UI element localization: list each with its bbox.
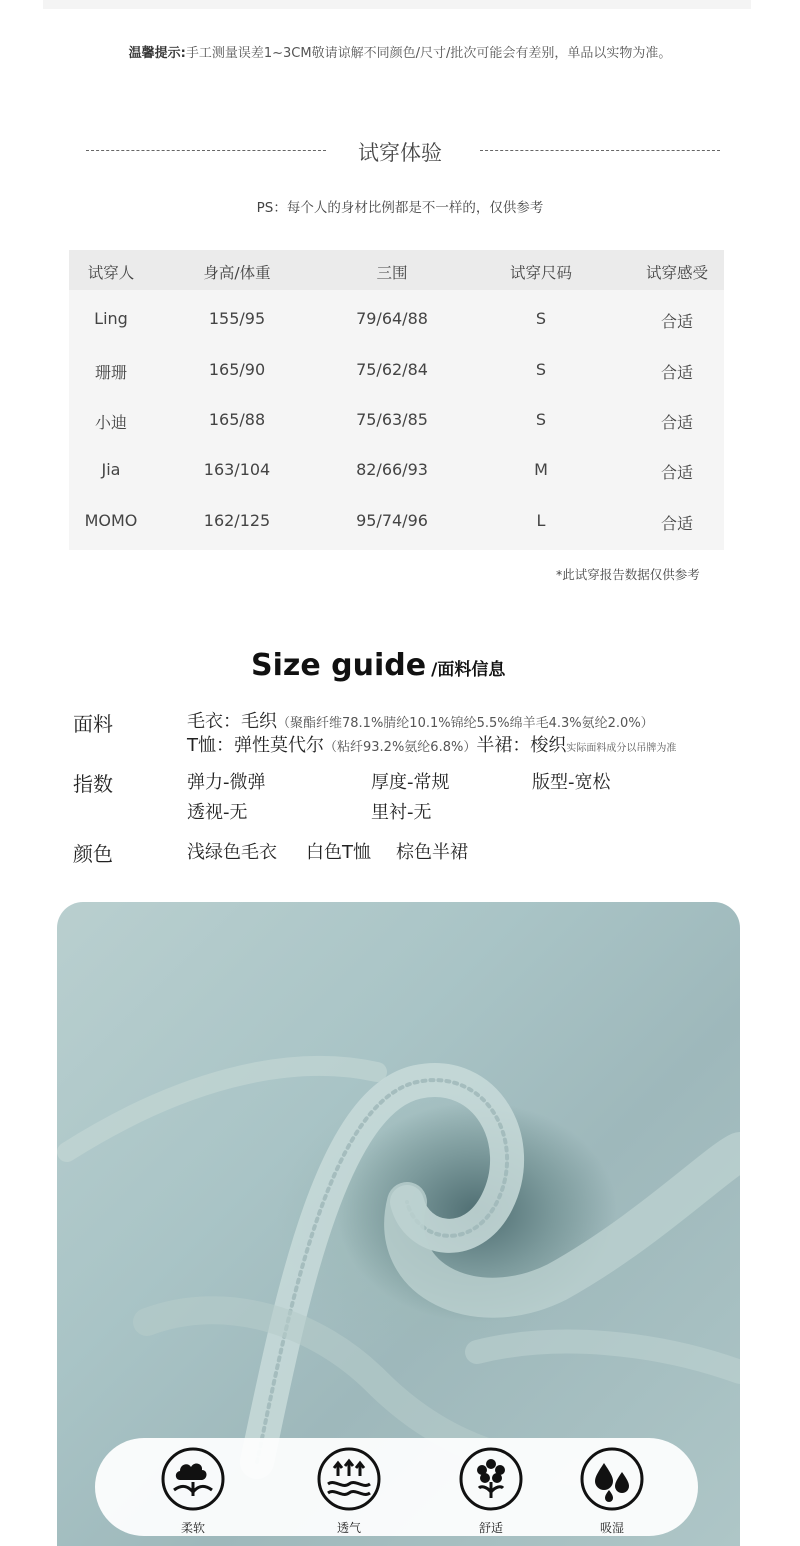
notice-label: 温馨提示: — [128, 46, 186, 61]
header-cell: 试穿尺码 — [509, 264, 573, 282]
fabric-skirt: 半裙：梭织 — [476, 735, 567, 756]
fabric-tshirt-detail: （粘纤93.2%氨纶6.8%） — [324, 740, 477, 755]
top-divider-bar — [43, 0, 751, 9]
breathable-arrows-icon — [316, 1446, 382, 1512]
table-cell: L — [536, 511, 546, 530]
fitting-ps-note: PS：每个人的身材比例都是不一样的，仅供参考 — [256, 200, 544, 216]
fabric-tshirt: T恤：弹性莫代尔 — [187, 735, 324, 756]
table-cell: 82/66/93 — [356, 460, 428, 479]
table-cell: 165/88 — [208, 410, 266, 429]
header-cell: 试穿人 — [87, 264, 135, 282]
table-cell: Ling — [94, 309, 128, 328]
table-cell: 163/104 — [203, 460, 271, 479]
table-cell: 小迪 — [94, 413, 128, 432]
index-label: 指数 — [73, 772, 113, 796]
table-cell: 75/63/85 — [356, 410, 428, 429]
index-thickness: 厚度-常规 — [371, 772, 450, 793]
index-elasticity: 弹力-微弹 — [187, 772, 266, 793]
table-cell: 162/125 — [203, 511, 271, 530]
fitting-title: 试穿体验 — [358, 141, 442, 165]
fabric-line-1 — [187, 707, 654, 733]
flower-cloud-icon — [160, 1446, 226, 1512]
water-drops-icon — [579, 1446, 645, 1512]
fabric-line-2 — [187, 731, 676, 757]
size-guide-subheading: /面料信息 — [431, 660, 506, 680]
header-cell: 身高/体重 — [203, 264, 271, 282]
color-tshirt: 白色T恤 — [306, 842, 371, 863]
feature-label: 透气 — [336, 1521, 361, 1535]
index-transparency: 透视-无 — [187, 802, 248, 823]
table-cell: 165/90 — [208, 360, 266, 379]
table-cell: 珊珊 — [94, 363, 128, 382]
fabric-sweater: 毛衣：毛织 — [187, 711, 277, 732]
index-fit: 版型-宽松 — [532, 772, 611, 793]
table-cell: 合适 — [660, 312, 694, 331]
table-cell: 合适 — [660, 514, 694, 533]
feature-label: 柔软 — [180, 1521, 205, 1535]
table-cell: S — [535, 410, 547, 429]
flower-icon — [458, 1446, 524, 1512]
table-cell: 155/95 — [208, 309, 266, 328]
table-cell: MOMO — [84, 511, 138, 530]
table-cell: S — [535, 309, 547, 328]
header-cell: 三围 — [376, 264, 408, 282]
title-dash-right — [480, 150, 720, 151]
size-guide-title — [251, 648, 505, 683]
fitting-table — [69, 250, 724, 550]
feature-label: 舒适 — [478, 1521, 503, 1535]
header-cell: 试穿感受 — [645, 264, 709, 282]
table-cell: 79/64/88 — [356, 309, 428, 328]
feature-label: 吸湿 — [599, 1521, 624, 1535]
color-skirt: 棕色半裙 — [396, 842, 468, 863]
notice-body: 手工测量误差1~3CM敬请谅解不同颜色/尺寸/批次可能会有差别，单品以实物为准。 — [185, 46, 672, 61]
index-lining: 里衬-无 — [371, 802, 432, 823]
table-cell: S — [535, 360, 547, 379]
table-header — [69, 250, 724, 290]
table-cell: 合适 — [660, 363, 694, 382]
table-cell: 75/62/84 — [356, 360, 428, 379]
fabric-note: 实际面料成分以吊牌为准 — [566, 743, 677, 754]
table-footnote: *此试穿报告数据仅供参考 — [556, 567, 700, 582]
fabric-label: 面料 — [73, 712, 113, 736]
feature-icon-bar — [95, 1438, 698, 1536]
table-cell: 合适 — [660, 413, 694, 432]
table-cell: M — [534, 460, 548, 479]
color-label: 颜色 — [73, 842, 113, 866]
fitting-section-title — [0, 137, 800, 165]
table-cell: 合适 — [660, 463, 694, 482]
fabric-sweater-detail: （聚酯纤维78.1%腈纶10.1%锦纶5.5%绵羊毛4.3%氨纶2.0%） — [277, 716, 654, 731]
color-sweater: 浅绿色毛衣 — [187, 842, 277, 863]
table-cell: 95/74/96 — [356, 511, 428, 530]
table-cell: Jia — [101, 460, 121, 479]
knit-fabric-photo — [57, 902, 740, 1546]
notice-text — [0, 42, 800, 61]
size-guide-heading: Size guide — [251, 648, 427, 683]
